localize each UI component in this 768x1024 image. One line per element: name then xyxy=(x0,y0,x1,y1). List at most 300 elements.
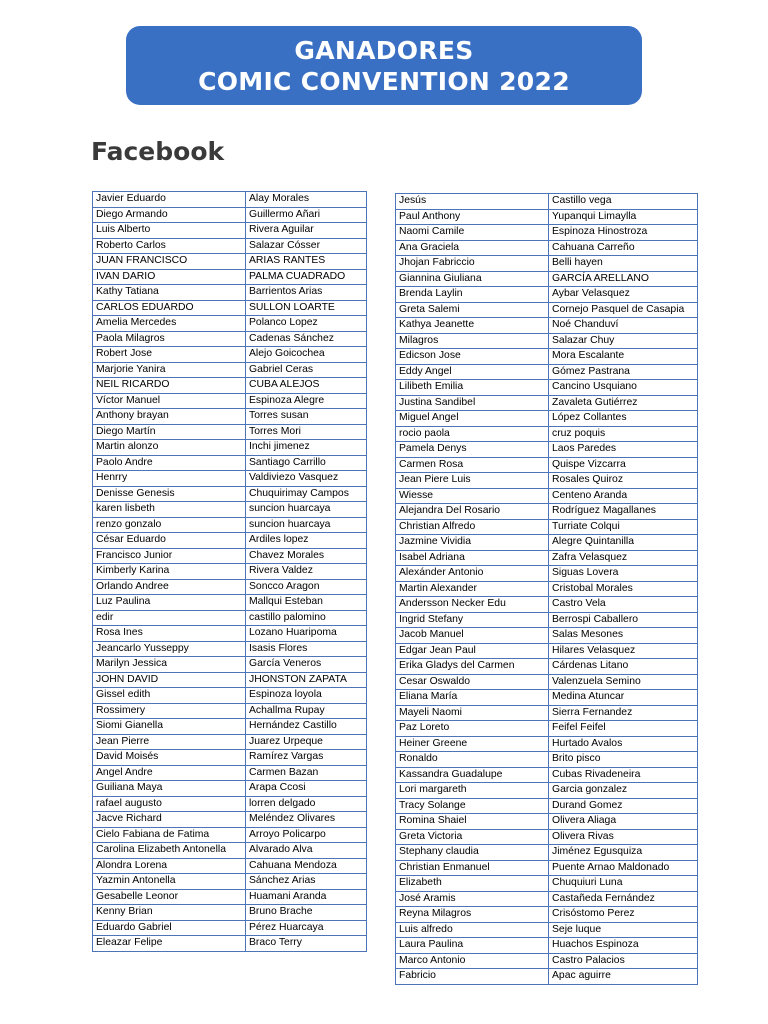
section-title: Facebook xyxy=(91,137,225,166)
first-name-cell: Stephany claudia xyxy=(396,845,549,861)
table-row xyxy=(93,688,367,704)
table-row xyxy=(396,597,698,613)
last-name-cell: Noé Chanduví xyxy=(549,318,698,334)
table-row xyxy=(396,876,698,892)
first-name-cell: Carolina Elizabeth Antonella xyxy=(93,843,246,859)
winners-table-right-body xyxy=(396,194,698,985)
last-name-cell: Carmen Bazan xyxy=(246,765,367,781)
first-name-cell: Paul Anthony xyxy=(396,209,549,225)
first-name-cell: Gesabelle Leonor xyxy=(93,889,246,905)
last-name-cell: Belli hayen xyxy=(549,256,698,272)
last-name-cell: Espinoza loyola xyxy=(246,688,367,704)
first-name-cell: José Aramis xyxy=(396,891,549,907)
first-name-cell: rafael augusto xyxy=(93,796,246,812)
last-name-cell: Pérez Huarcaya xyxy=(246,920,367,936)
last-name-cell: suncion huarcaya xyxy=(246,502,367,518)
table-row xyxy=(396,829,698,845)
last-name-cell: Ramírez Vargas xyxy=(246,750,367,766)
table-row xyxy=(93,765,367,781)
table-row xyxy=(93,207,367,223)
last-name-cell: Castro Vela xyxy=(549,597,698,613)
winners-table-left xyxy=(92,191,367,952)
last-name-cell: suncion huarcaya xyxy=(246,517,367,533)
first-name-cell: Edgar Jean Paul xyxy=(396,643,549,659)
table-row xyxy=(93,347,367,363)
last-name-cell: Sánchez Arias xyxy=(246,874,367,890)
table-row xyxy=(396,938,698,954)
last-name-cell: Chavez Morales xyxy=(246,548,367,564)
first-name-cell: Reyna Milagros xyxy=(396,907,549,923)
first-name-cell: Jacve Richard xyxy=(93,812,246,828)
first-name-cell: Amelia Mercedes xyxy=(93,316,246,332)
table-row xyxy=(93,858,367,874)
table-row xyxy=(396,643,698,659)
first-name-cell: Henrry xyxy=(93,471,246,487)
first-name-cell: Marco Antonio xyxy=(396,953,549,969)
table-row xyxy=(93,486,367,502)
last-name-cell: Rodríguez Magallanes xyxy=(549,504,698,520)
first-name-cell: Jacob Manuel xyxy=(396,628,549,644)
table-row xyxy=(396,426,698,442)
table-row xyxy=(396,798,698,814)
last-name-cell: Achallma Rupay xyxy=(246,703,367,719)
table-row xyxy=(396,767,698,783)
first-name-cell: Greta Victoria xyxy=(396,829,549,845)
table-row xyxy=(93,672,367,688)
last-name-cell: JHONSTON ZAPATA xyxy=(246,672,367,688)
first-name-cell: Wiesse xyxy=(396,488,549,504)
last-name-cell: Alegre Quintanilla xyxy=(549,535,698,551)
table-row xyxy=(93,548,367,564)
table-row xyxy=(396,922,698,938)
first-name-cell: Eliana María xyxy=(396,690,549,706)
last-name-cell: Mora Escalante xyxy=(549,349,698,365)
table-row xyxy=(396,690,698,706)
last-name-cell: Guillermo Añari xyxy=(246,207,367,223)
first-name-cell: Jeancarlo Yusseppy xyxy=(93,641,246,657)
table-row xyxy=(93,192,367,208)
first-name-cell: Cielo Fabiana de Fatima xyxy=(93,827,246,843)
table-row xyxy=(93,362,367,378)
table-row xyxy=(93,703,367,719)
first-name-cell: Jesús xyxy=(396,194,549,210)
last-name-cell: Chuquirimay Campos xyxy=(246,486,367,502)
first-name-cell: Guiliana Maya xyxy=(93,781,246,797)
table-row xyxy=(93,610,367,626)
first-name-cell: Heiner Greene xyxy=(396,736,549,752)
first-name-cell: Yazmin Antonella xyxy=(93,874,246,890)
first-name-cell: IVAN DARIO xyxy=(93,269,246,285)
table-row xyxy=(396,581,698,597)
first-name-cell: Andersson Necker Edu xyxy=(396,597,549,613)
table-row xyxy=(93,595,367,611)
table-row xyxy=(93,889,367,905)
last-name-cell: Inchi jimenez xyxy=(246,440,367,456)
first-name-cell: Ronaldo xyxy=(396,752,549,768)
table-row xyxy=(396,519,698,535)
last-name-cell: Cahuana Carreño xyxy=(549,240,698,256)
last-name-cell: Castro Palacios xyxy=(549,953,698,969)
first-name-cell: Eleazar Felipe xyxy=(93,936,246,952)
table-row xyxy=(93,533,367,549)
last-name-cell: Valdiviezo Vasquez xyxy=(246,471,367,487)
first-name-cell: Anthony brayan xyxy=(93,409,246,425)
first-name-cell: Lilibeth Emilia xyxy=(396,380,549,396)
banner-title-line-1: GANADORES xyxy=(294,35,474,65)
last-name-cell: Zavaleta Gutiérrez xyxy=(549,395,698,411)
table-row xyxy=(396,209,698,225)
last-name-cell: Cancino Usquiano xyxy=(549,380,698,396)
banner-title-line-2: COMIC CONVENTION 2022 xyxy=(198,66,570,96)
last-name-cell: García Veneros xyxy=(246,657,367,673)
first-name-cell: Alondra Lorena xyxy=(93,858,246,874)
first-name-cell: Luis Alberto xyxy=(93,223,246,239)
last-name-cell: Jiménez Egusquiza xyxy=(549,845,698,861)
last-name-cell: Berrospi Caballero xyxy=(549,612,698,628)
last-name-cell: Siguas Lovera xyxy=(549,566,698,582)
first-name-cell: Orlando Andree xyxy=(93,579,246,595)
first-name-cell: Christian Alfredo xyxy=(396,519,549,535)
first-name-cell: Pamela Denys xyxy=(396,442,549,458)
last-name-cell: Polanco Lopez xyxy=(246,316,367,332)
first-name-cell: Martin alonzo xyxy=(93,440,246,456)
last-name-cell: Salas Mesones xyxy=(549,628,698,644)
first-name-cell: CARLOS EDUARDO xyxy=(93,300,246,316)
table-row xyxy=(396,814,698,830)
last-name-cell: Salazar Cósser xyxy=(246,238,367,254)
table-row xyxy=(396,302,698,318)
first-name-cell: Paolo Andre xyxy=(93,455,246,471)
last-name-cell: Rivera Valdez xyxy=(246,564,367,580)
table-row xyxy=(396,659,698,675)
table-row xyxy=(93,316,367,332)
last-name-cell: Mallqui Esteban xyxy=(246,595,367,611)
table-row xyxy=(396,225,698,241)
first-name-cell: Mayeli Naomi xyxy=(396,705,549,721)
table-row xyxy=(396,783,698,799)
table-row xyxy=(93,223,367,239)
table-row xyxy=(93,812,367,828)
last-name-cell: Cubas Rivadeneira xyxy=(549,767,698,783)
table-row xyxy=(396,380,698,396)
last-name-cell: GARCÍA ARELLANO xyxy=(549,271,698,287)
last-name-cell: Alejo Goicochea xyxy=(246,347,367,363)
table-row xyxy=(93,579,367,595)
table-row xyxy=(93,750,367,766)
first-name-cell: Carmen Rosa xyxy=(396,457,549,473)
first-name-cell: Jean Pierre xyxy=(93,734,246,750)
last-name-cell: Aybar Velasquez xyxy=(549,287,698,303)
table-row xyxy=(396,333,698,349)
last-name-cell: Olivera Aliaga xyxy=(549,814,698,830)
table-row xyxy=(93,440,367,456)
table-row xyxy=(396,845,698,861)
table-row xyxy=(396,240,698,256)
first-name-cell: karen lisbeth xyxy=(93,502,246,518)
table-row xyxy=(93,424,367,440)
last-name-cell: Rosales Quiroz xyxy=(549,473,698,489)
table-row xyxy=(93,455,367,471)
first-name-cell: Edicson Jose xyxy=(396,349,549,365)
first-name-cell: Giannina Giuliana xyxy=(396,271,549,287)
last-name-cell: Santiago Carrillo xyxy=(246,455,367,471)
first-name-cell: Paz Loreto xyxy=(396,721,549,737)
winners-table-right xyxy=(395,193,698,985)
first-name-cell: Angel Andre xyxy=(93,765,246,781)
last-name-cell: Meléndez Olivares xyxy=(246,812,367,828)
first-name-cell: NEIL RICARDO xyxy=(93,378,246,394)
first-name-cell: Robert Jose xyxy=(93,347,246,363)
table-row xyxy=(93,409,367,425)
first-name-cell: Eduardo Gabriel xyxy=(93,920,246,936)
first-name-cell: Luis alfredo xyxy=(396,922,549,938)
table-row xyxy=(396,457,698,473)
first-name-cell: Milagros xyxy=(396,333,549,349)
table-row xyxy=(396,860,698,876)
table-row xyxy=(396,349,698,365)
last-name-cell: Hilares Velasquez xyxy=(549,643,698,659)
first-name-cell: Kathy Tatiana xyxy=(93,285,246,301)
table-row xyxy=(93,393,367,409)
last-name-cell: Salazar Chuy xyxy=(549,333,698,349)
last-name-cell: Feifel Feifel xyxy=(549,721,698,737)
last-name-cell: López Collantes xyxy=(549,411,698,427)
table-row xyxy=(93,517,367,533)
first-name-cell: Elizabeth xyxy=(396,876,549,892)
last-name-cell: Seje luque xyxy=(549,922,698,938)
first-name-cell: Gissel edith xyxy=(93,688,246,704)
last-name-cell: Durand Gomez xyxy=(549,798,698,814)
table-row xyxy=(396,364,698,380)
last-name-cell: Arroyo Policarpo xyxy=(246,827,367,843)
table-row xyxy=(396,271,698,287)
last-name-cell: Laos Paredes xyxy=(549,442,698,458)
last-name-cell: Yupanqui Limaylla xyxy=(549,209,698,225)
first-name-cell: Tracy Solange xyxy=(396,798,549,814)
last-name-cell: Alay Morales xyxy=(246,192,367,208)
last-name-cell: Huachos Espinoza xyxy=(549,938,698,954)
first-name-cell: Laura Paulina xyxy=(396,938,549,954)
table-row xyxy=(396,395,698,411)
table-row xyxy=(396,318,698,334)
first-name-cell: César Eduardo xyxy=(93,533,246,549)
table-row xyxy=(396,256,698,272)
first-name-cell: Kassandra Guadalupe xyxy=(396,767,549,783)
last-name-cell: CUBA ALEJOS xyxy=(246,378,367,394)
last-name-cell: Torres susan xyxy=(246,409,367,425)
first-name-cell: JUAN FRANCISCO xyxy=(93,254,246,270)
table-row xyxy=(396,566,698,582)
table-row xyxy=(396,612,698,628)
last-name-cell: Barrientos Arias xyxy=(246,285,367,301)
first-name-cell: Jazmine Vividia xyxy=(396,535,549,551)
table-row xyxy=(93,641,367,657)
first-name-cell: Ingrid Stefany xyxy=(396,612,549,628)
last-name-cell: Braco Terry xyxy=(246,936,367,952)
last-name-cell: Garcia gonzalez xyxy=(549,783,698,799)
last-name-cell: Torres Mori xyxy=(246,424,367,440)
last-name-cell: Zafra Velasquez xyxy=(549,550,698,566)
first-name-cell: Eddy Angel xyxy=(396,364,549,380)
first-name-cell: edir xyxy=(93,610,246,626)
last-name-cell: castillo palomino xyxy=(246,610,367,626)
first-name-cell: Isabel Adriana xyxy=(396,550,549,566)
table-row xyxy=(93,300,367,316)
first-name-cell: Martin Alexander xyxy=(396,581,549,597)
table-row xyxy=(396,194,698,210)
last-name-cell: Crisóstomo Perez xyxy=(549,907,698,923)
first-name-cell: Romina Shaiel xyxy=(396,814,549,830)
last-name-cell: Juarez Urpeque xyxy=(246,734,367,750)
last-name-cell: Rivera Aguilar xyxy=(246,223,367,239)
first-name-cell: Alejandra Del Rosario xyxy=(396,504,549,520)
first-name-cell: Erika Gladys del Carmen xyxy=(396,659,549,675)
first-name-cell: Lori margareth xyxy=(396,783,549,799)
first-name-cell: Alexánder Antonio xyxy=(396,566,549,582)
table-row xyxy=(93,719,367,735)
table-row xyxy=(93,378,367,394)
last-name-cell: Hurtado Avalos xyxy=(549,736,698,752)
first-name-cell: Jean Piere Luis xyxy=(396,473,549,489)
last-name-cell: Cárdenas Litano xyxy=(549,659,698,675)
table-row xyxy=(396,550,698,566)
last-name-cell: Olivera Rivas xyxy=(549,829,698,845)
first-name-cell: renzo gonzalo xyxy=(93,517,246,533)
table-row xyxy=(396,953,698,969)
last-name-cell: Lozano Huaripoma xyxy=(246,626,367,642)
last-name-cell: Arapa Ccosi xyxy=(246,781,367,797)
table-row xyxy=(396,969,698,985)
last-name-cell: Ardiles lopez xyxy=(246,533,367,549)
first-name-cell: Diego Martín xyxy=(93,424,246,440)
last-name-cell: Chuquiuri Luna xyxy=(549,876,698,892)
first-name-cell: Fabricio xyxy=(396,969,549,985)
table-row xyxy=(93,657,367,673)
table-row xyxy=(396,891,698,907)
first-name-cell: Diego Armando xyxy=(93,207,246,223)
first-name-cell: Javier Eduardo xyxy=(93,192,246,208)
last-name-cell: Centeno Aranda xyxy=(549,488,698,504)
last-name-cell: PALMA CUADRADO xyxy=(246,269,367,285)
first-name-cell: Kenny Brian xyxy=(93,905,246,921)
last-name-cell: Brito pisco xyxy=(549,752,698,768)
first-name-cell: David Moisés xyxy=(93,750,246,766)
last-name-cell: Soncco Aragon xyxy=(246,579,367,595)
table-row xyxy=(93,254,367,270)
first-name-cell: Kathya Jeanette xyxy=(396,318,549,334)
table-row xyxy=(93,626,367,642)
first-name-cell: Rossimery xyxy=(93,703,246,719)
last-name-cell: Huamani Aranda xyxy=(246,889,367,905)
first-name-cell: Marjorie Yanira xyxy=(93,362,246,378)
last-name-cell: Espinoza Alegre xyxy=(246,393,367,409)
first-name-cell: Denisse Genesis xyxy=(93,486,246,502)
last-name-cell: Apac aguirre xyxy=(549,969,698,985)
last-name-cell: SULLON LOARTE xyxy=(246,300,367,316)
first-name-cell: Brenda Laylin xyxy=(396,287,549,303)
title-banner xyxy=(126,26,642,105)
last-name-cell: Isasis Flores xyxy=(246,641,367,657)
table-row xyxy=(93,331,367,347)
last-name-cell: Medina Atuncar xyxy=(549,690,698,706)
first-name-cell: Jhojan Fabriccio xyxy=(396,256,549,272)
table-row xyxy=(93,781,367,797)
last-name-cell: Cadenas Sánchez xyxy=(246,331,367,347)
last-name-cell: Sierra Fernandez xyxy=(549,705,698,721)
first-name-cell: Ana Graciela xyxy=(396,240,549,256)
last-name-cell: Turriate Colqui xyxy=(549,519,698,535)
table-row xyxy=(396,488,698,504)
last-name-cell: Quispe Vizcarra xyxy=(549,457,698,473)
first-name-cell: Víctor Manuel xyxy=(93,393,246,409)
table-row xyxy=(93,905,367,921)
table-row xyxy=(93,874,367,890)
table-row xyxy=(396,628,698,644)
table-row xyxy=(93,238,367,254)
first-name-cell: Christian Enmanuel xyxy=(396,860,549,876)
table-row xyxy=(93,796,367,812)
last-name-cell: Hernández Castillo xyxy=(246,719,367,735)
table-row xyxy=(93,936,367,952)
table-row xyxy=(396,674,698,690)
first-name-cell: Rosa Ines xyxy=(93,626,246,642)
table-row xyxy=(396,752,698,768)
table-row xyxy=(93,734,367,750)
table-row xyxy=(396,907,698,923)
table-row xyxy=(93,920,367,936)
table-row xyxy=(396,736,698,752)
table-row xyxy=(396,442,698,458)
first-name-cell: Paola Milagros xyxy=(93,331,246,347)
first-name-cell: Justina Sandibel xyxy=(396,395,549,411)
first-name-cell: Marilyn Jessica xyxy=(93,657,246,673)
table-row xyxy=(93,827,367,843)
last-name-cell: lorren delgado xyxy=(246,796,367,812)
table-row xyxy=(396,535,698,551)
last-name-cell: Castañeda Fernández xyxy=(549,891,698,907)
first-name-cell: Miguel Angel xyxy=(396,411,549,427)
last-name-cell: Castillo vega xyxy=(549,194,698,210)
winners-table-left-body xyxy=(93,192,367,952)
table-row xyxy=(93,843,367,859)
first-name-cell: Cesar Oswaldo xyxy=(396,674,549,690)
table-row xyxy=(93,269,367,285)
first-name-cell: Naomi Camile xyxy=(396,225,549,241)
first-name-cell: Roberto Carlos xyxy=(93,238,246,254)
first-name-cell: Luz Paulina xyxy=(93,595,246,611)
table-row xyxy=(396,287,698,303)
last-name-cell: Puente Arnao Maldonado xyxy=(549,860,698,876)
last-name-cell: Valenzuela Semino xyxy=(549,674,698,690)
last-name-cell: ARIAS RANTES xyxy=(246,254,367,270)
table-row xyxy=(396,411,698,427)
last-name-cell: Gómez Pastrana xyxy=(549,364,698,380)
first-name-cell: rocio paola xyxy=(396,426,549,442)
last-name-cell: Bruno Brache xyxy=(246,905,367,921)
last-name-cell: Cornejo Pasquel de Casapia xyxy=(549,302,698,318)
last-name-cell: Cristobal Morales xyxy=(549,581,698,597)
first-name-cell: Kimberly Karina xyxy=(93,564,246,580)
last-name-cell: Espinoza Hinostroza xyxy=(549,225,698,241)
table-row xyxy=(396,504,698,520)
table-row xyxy=(93,564,367,580)
first-name-cell: JOHN DAVID xyxy=(93,672,246,688)
first-name-cell: Siomi Gianella xyxy=(93,719,246,735)
table-row xyxy=(396,705,698,721)
table-row xyxy=(396,721,698,737)
last-name-cell: Gabriel Ceras xyxy=(246,362,367,378)
table-row xyxy=(93,502,367,518)
